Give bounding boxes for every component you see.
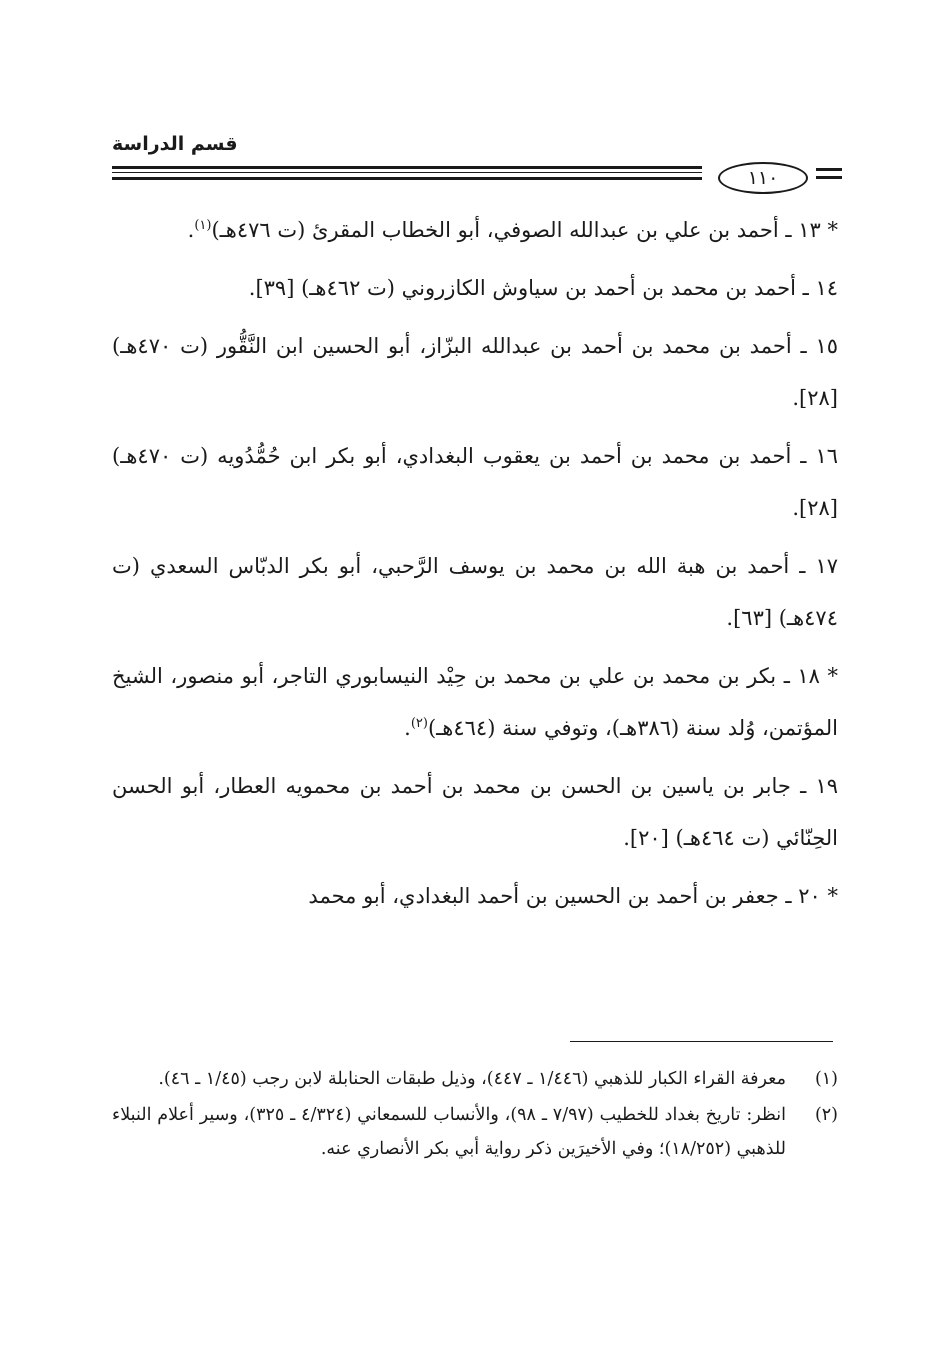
footnote-1 bbox=[112, 1062, 838, 1096]
entry-20: * ٢٠ ـ جعفر بن أحمد بن الحسين بن أحمد البغدادي، أبو محمد bbox=[308, 884, 838, 908]
entry-17: ١٧ ـ أحمد بن هبة الله بن محمد بن يوسف الرَّحبي، أبو بكر الدبّاس السعدي (ت ٤٧٤هـ) [٦٣]. bbox=[112, 554, 838, 630]
running-header-title: قسم الدراسة bbox=[112, 133, 238, 155]
footnote-ref-1[interactable]: (١) bbox=[194, 218, 212, 233]
footnote-2 bbox=[112, 1098, 838, 1166]
entry-19: ١٩ ـ جابر بن ياسين بن الحسن بن محمد بن أحمد بن محمويه العطار، أبو الحسن الحِنّائي (ت ٤٦٤هـ) [٢٠]. bbox=[112, 774, 838, 850]
header-dash-top bbox=[816, 168, 842, 171]
header-rule-top bbox=[112, 166, 702, 169]
entry-18: * ١٨ ـ بكر بن محمد بن علي بن محمد بن حِيْد النيسابوري التاجر، أبو منصور، الشيخ المؤتمن، وُلد سنة (٣٨٦هـ)، وتوفي سنة (٤٦٤هـ)$^{(٢)}$. bbox=[112, 664, 838, 740]
entry-14: ١٤ ـ أحمد بن محمد بن أحمد بن سياوش الكازروني (ت ٤٦٢هـ) [٣٩]. bbox=[248, 276, 838, 300]
footnotes bbox=[112, 1062, 838, 1168]
entry-15: ١٥ ـ أحمد بن محمد بن أحمد بن عبدالله البزّاز، أبو الحسين ابن النَّقُّور (ت ٤٧٠هـ) [٢٨]. bbox=[112, 334, 838, 410]
page-number-oval: ١١٠ bbox=[718, 162, 808, 194]
entry-16: ١٦ ـ أحمد بن محمد بن أحمد بن يعقوب البغدادي، أبو بكر ابن حُمُّدُويه (ت ٤٧٠هـ) [٢٨]. bbox=[112, 444, 838, 520]
biography-entries bbox=[112, 204, 838, 928]
header-dash-bottom bbox=[816, 176, 842, 179]
footnote-text: انظر: تاريخ بغداد للخطيب (٧/٩٧ ـ ٩٨)، والأنساب للسمعاني (٤/٣٢٤ ـ ٣٢٥)، وسير أعلام النبلاء للذهبي (١٨/٢٥٢)؛ وفي الأخيرَين ذكر رواية أبي بكر الأنصاري عنه. bbox=[112, 1105, 786, 1159]
footnote-ref-2[interactable]: (٢) bbox=[410, 716, 428, 731]
entry-13: * ١٣ ـ أحمد بن علي بن عبدالله الصوفي، أبو الخطاب المقرئ (ت ٤٧٦هـ)$^{(١)}$. bbox=[187, 218, 838, 242]
header-rule-bottom bbox=[112, 177, 702, 180]
footnote-number: (٢) bbox=[814, 1105, 838, 1125]
footnote-separator bbox=[570, 1041, 833, 1042]
footnote-number: (١) bbox=[814, 1069, 838, 1089]
footnote-text: معرفة القراء الكبار للذهبي (١/٤٤٦ ـ ٤٤٧)، وذيل طبقات الحنابلة لابن رجب (١/٤٥ ـ ٤٦). bbox=[158, 1069, 786, 1089]
header-rule-mid bbox=[112, 172, 702, 173]
